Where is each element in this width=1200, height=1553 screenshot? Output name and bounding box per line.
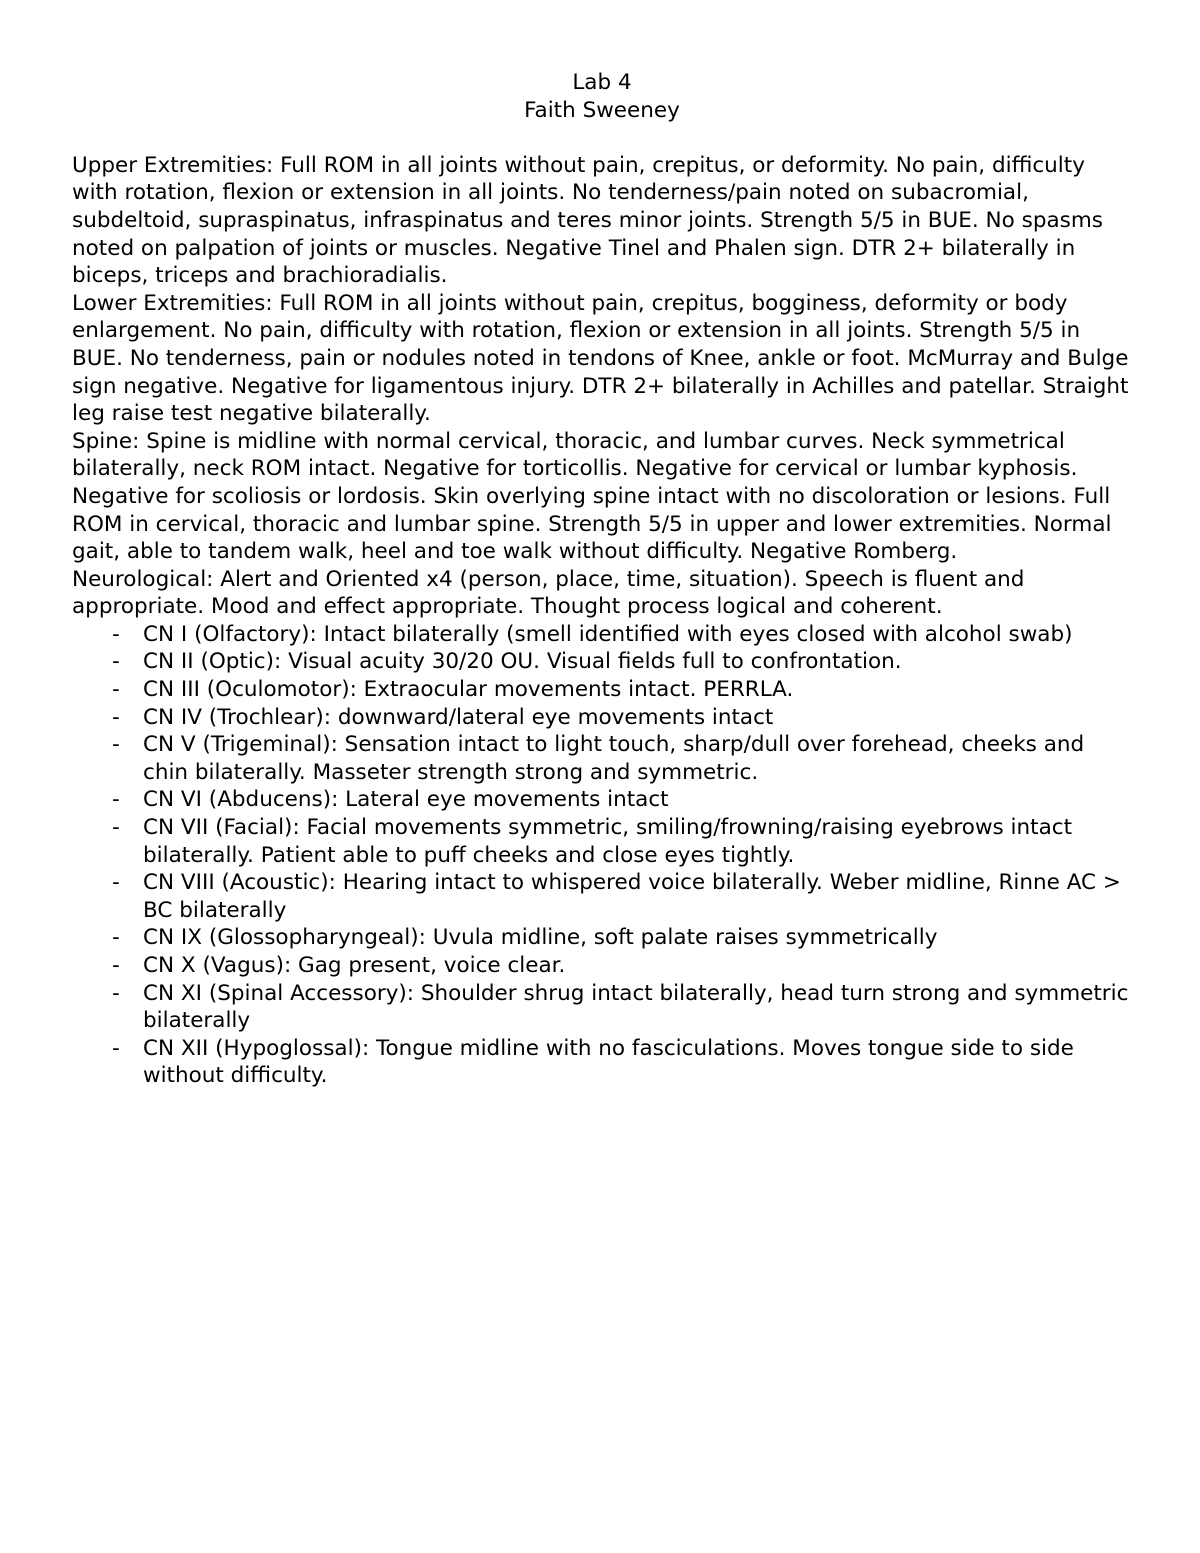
bullet-dash: -	[112, 677, 120, 703]
list-item	[72, 731, 1132, 786]
bullet-dash: -	[112, 1035, 120, 1061]
bullet-dash: -	[112, 621, 120, 647]
cranial-nerve-list	[72, 621, 1132, 1090]
list-item-text: CN I (Olfactory): Intact bilaterally (smell identified with eyes closed with alcohol swab)	[143, 621, 1073, 647]
bullet-dash: -	[112, 732, 120, 758]
list-item-text: CN XI (Spinal Accessory): Shoulder shrug intact bilaterally, head turn strong and symmetric bilaterally	[143, 980, 1129, 1034]
bullet-dash: -	[112, 787, 120, 813]
author-name: Faith Sweeney	[524, 97, 680, 123]
list-item	[72, 704, 1132, 732]
list-item	[72, 952, 1132, 980]
list-item	[72, 814, 1132, 869]
list-item	[72, 869, 1132, 924]
list-item-text: CN V (Trigeminal): Sensation intact to light touch, sharp/dull over forehead, cheeks and chin bilaterally. Masseter strength strong and symmetric.	[143, 732, 1085, 785]
bullet-dash: -	[112, 870, 120, 896]
list-item	[72, 621, 1132, 649]
bullet-dash: -	[112, 925, 120, 951]
list-item-text: CN VIII (Acoustic): Hearing intact to whispered voice bilaterally. Weber midline, Rinne AC > BC bilaterally	[143, 870, 1121, 923]
document-title: Lab 4	[572, 70, 632, 95]
spine-paragraph: Spine: Spine is midline with normal cervical, thoracic, and lumbar curves. Neck symmetrical bilaterally, neck ROM intact. Negative for torticollis. Negative for cervical or lumbar kyphosis. Negative for scoliosis or lordosis. Skin overlying spine intact with no discoloration or lesions. Full ROM in cervical, thoracic and lumbar spine. Strength 5/5 in upper and lower extremities. Normal gait, able to tandem walk, heel and toe walk without difficulty. Negative Romberg.	[72, 428, 1112, 565]
bullet-dash: -	[112, 953, 120, 978]
list-item	[72, 676, 1132, 704]
list-item	[72, 980, 1132, 1035]
list-item-text: CN XII (Hypoglossal): Tongue midline with no fasciculations. Moves tongue side to side without difficulty.	[143, 1035, 1074, 1089]
list-item-text: CN X (Vagus): Gag present, voice clear.	[143, 953, 566, 978]
list-item-text: CN IX (Glossopharyngeal): Uvula midline, soft palate raises symmetrically	[143, 925, 938, 951]
bullet-dash: -	[112, 649, 120, 675]
list-item-text: CN III (Oculomotor): Extraocular movements intact. PERRLA.	[143, 677, 794, 703]
list-item	[72, 786, 1132, 814]
title-block	[72, 69, 1132, 124]
lower-extremities-paragraph: Lower Extremities: Full ROM in all joints without pain, crepitus, bogginess, deformity or body enlargement. No pain, difficulty with rotation, flexion or extension in all joints. Strength 5/5 in BUE. No tenderness, pain or nodules noted in tendons of Knee, ankle or foot. McMurray and Bulge sign negative. Negative for ligamentous injury. DTR 2+ bilaterally in Achilles and patellar. Straight leg raise test negative bilaterally.	[72, 290, 1129, 427]
list-item	[72, 648, 1132, 676]
neurological-paragraph: Neurological: Alert and Oriented x4 (person, place, time, situation). Speech is fluent and appropriate. Mood and effect appropriate. Thought process logical and coherent.	[72, 566, 1025, 620]
bullet-dash: -	[112, 980, 120, 1006]
list-item-text: CN II (Optic): Visual acuity 30/20 OU. Visual fields full to confrontation.	[143, 649, 902, 675]
list-item-text: CN VI (Abducens): Lateral eye movements intact	[143, 787, 669, 813]
list-item-text: CN IV (Trochlear): downward/lateral eye movements intact	[143, 704, 774, 730]
upper-extremities-paragraph: Upper Extremities: Full ROM in all joints without pain, crepitus, or deformity. No pain, difficulty with rotation, flexion or extension in all joints. No tenderness/pain noted on subacromial, subdeltoid, supraspinatus, infraspinatus and teres minor joints. Strength 5/5 in BUE. No spasms noted on palpation of joints or muscles. Negative Tinel and Phalen sign. DTR 2+ bilaterally in biceps, triceps and brachioradialis.	[72, 152, 1103, 289]
bullet-dash: -	[112, 704, 120, 730]
list-item	[72, 1035, 1132, 1090]
list-item-text: CN VII (Facial): Facial movements symmetric, smiling/frowning/raising eyebrows intact bilaterally. Patient able to puff cheeks and close eyes tightly.	[143, 815, 1073, 868]
document-page	[72, 69, 1132, 1090]
bullet-dash: -	[112, 815, 120, 841]
list-item	[72, 924, 1132, 952]
